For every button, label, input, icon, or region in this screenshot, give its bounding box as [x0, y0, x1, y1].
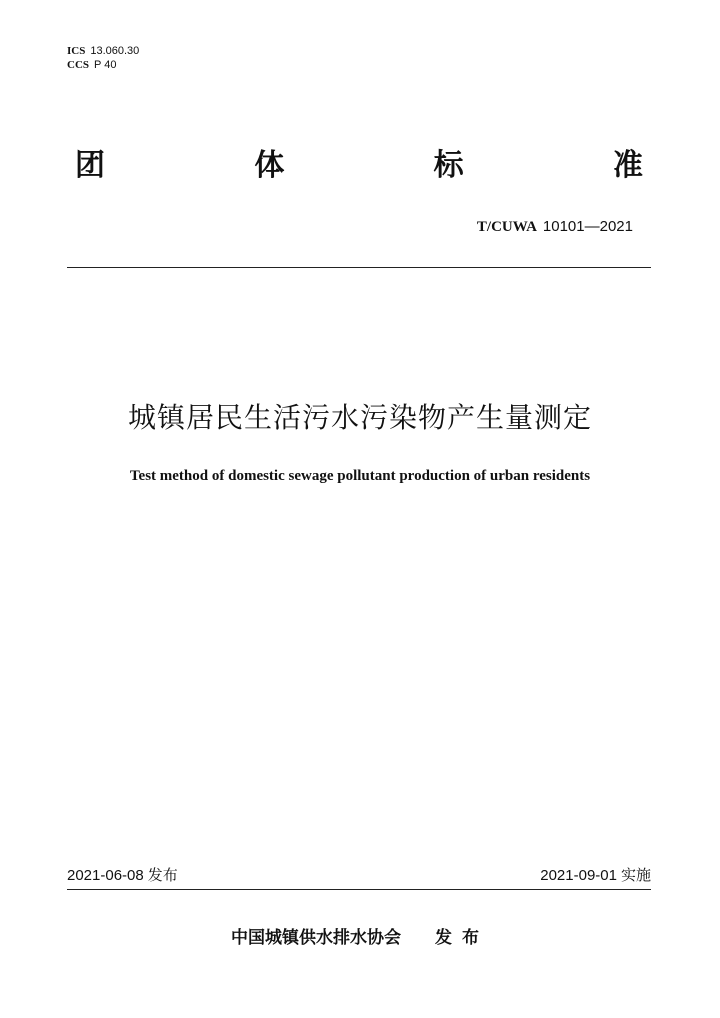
- implementation-date: [540, 865, 651, 886]
- standard-number-prefix: T/CUWA: [476, 219, 537, 235]
- standard-type-char: 体: [254, 148, 285, 183]
- ccs-value: P 40: [94, 59, 117, 71]
- publisher-organization: 中国城镇供水排水协会: [231, 928, 401, 948]
- classification-codes: [67, 44, 139, 72]
- ccs-code: [67, 58, 139, 72]
- standard-number: [477, 216, 633, 237]
- top-divider: [67, 267, 651, 268]
- publisher: [0, 926, 720, 950]
- ccs-label: CCS: [67, 59, 90, 71]
- ics-label: ICS: [67, 45, 86, 57]
- release-date-value: 2021-06-08: [67, 867, 144, 884]
- implementation-date-label: 实施: [620, 866, 651, 884]
- ics-value: 13.060.30: [90, 45, 140, 57]
- document-title-english: Test method of domestic sewage pollutant production of urban residents: [129, 468, 591, 484]
- bottom-divider: [67, 889, 651, 890]
- implementation-date-value: 2021-09-01: [540, 867, 617, 884]
- standard-type-heading: [68, 144, 650, 188]
- ics-code: [67, 44, 139, 58]
- standard-type-char: 团: [75, 148, 105, 183]
- standard-type-char: 准: [612, 148, 643, 183]
- publisher-action: 发布: [435, 928, 489, 948]
- document-title-chinese: 城镇居民生活污水污染物产生量测定: [127, 401, 592, 434]
- release-date-label: 发布: [147, 866, 178, 884]
- standard-type-char: 标: [433, 148, 464, 183]
- standard-number-code: 10101—2021: [542, 218, 633, 235]
- release-date: [67, 865, 178, 886]
